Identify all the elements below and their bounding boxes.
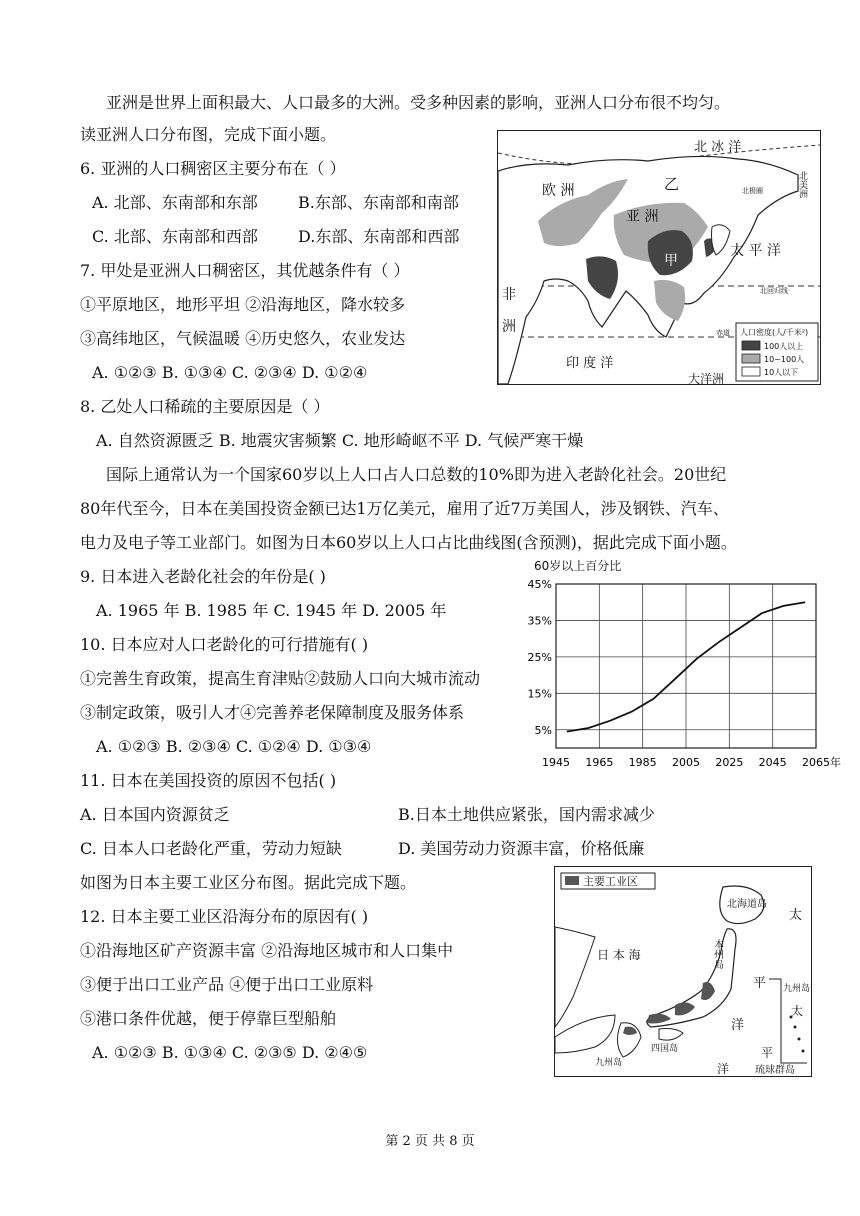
chart-ylabel: 60岁以上百分比	[534, 559, 622, 573]
legend-label-medium: 10~100人	[764, 355, 805, 364]
question-11-option-a: A. 日本国内资源贫乏	[80, 805, 230, 824]
y-tick-label: 15%	[527, 687, 552, 701]
legend-swatch-sparse	[742, 367, 760, 376]
question-12-options: A. ①②③ B. ①③④ C. ②③⑤ D. ②④⑤	[92, 1043, 368, 1062]
label-oceania: 大洋洲	[688, 372, 725, 384]
x-tick-label: 2065	[802, 756, 830, 769]
asia-population-map	[497, 130, 821, 385]
question-10-stem: 10. 日本应对人口老龄化的可行措施有( )	[80, 635, 369, 654]
label-africa-2: 洲	[502, 319, 516, 335]
question-6-option-b: B.东部、东南部和南部	[298, 193, 459, 212]
label-pacific-6: 洋	[717, 1062, 730, 1076]
question-11-option-d: D. 美国劳动力资源丰富，价格低廉	[398, 839, 645, 858]
question-12-items-1-2: ①沿海地区矿产资源丰富 ②沿海地区城市和人口集中	[80, 941, 454, 960]
y-tick-label: 35%	[527, 614, 552, 628]
label-pacific-1: 太	[789, 908, 803, 923]
legend-label-dense: 100人以上	[764, 342, 804, 351]
intro-line-2: 读亚洲人口分布图，完成下面小题。	[80, 125, 337, 144]
question-10-options: A. ①②③ B. ②③④ C. ①②④ D. ①③④	[96, 737, 372, 756]
question-6-option-d: D.东部、东南部和西部	[298, 227, 460, 246]
japan-industry-map	[554, 866, 812, 1077]
aging-chart-svg	[512, 556, 860, 780]
question-10-items-1-2: ①完善生育政策，提高生育津贴②鼓励人口向大城市流动	[80, 669, 481, 688]
legend-title: 人口密度(人/千米²)	[740, 328, 809, 337]
label-shikoku: 四国岛	[651, 1044, 679, 1054]
question-12-item-5: ⑤港口条件优越，便于停靠巨型船舶	[80, 1009, 337, 1028]
page-footer: 第 2 页 共 8 页	[385, 1134, 475, 1149]
question-11-option-b: B.日本土地供应紧张，国内需求减少	[398, 805, 655, 824]
question-8-options: A. 自然资源匮乏 B. 地震灾害频繁 C. 地形崎岖不平 D. 气候严寒干燥	[96, 431, 584, 450]
x-tick-label: 1945	[542, 756, 570, 769]
label-north-america: 北美洲	[797, 171, 807, 198]
question-6-option-c: C. 北部、东南部和西部	[92, 227, 258, 246]
label-asia: 亚 洲	[626, 209, 659, 225]
label-pacific-2: 平	[753, 976, 767, 991]
label-pacific-4: 太	[791, 1004, 804, 1018]
label-yi: 乙	[664, 175, 680, 193]
x-tick-label: 2025	[715, 756, 744, 769]
x-tick-label: 1965	[585, 756, 614, 769]
intro2-line-2: 80年代至今，日本在美国投资金额已达1万亿美元，雇用了近7万美国人，涉及钢铁、汽车、	[80, 499, 729, 518]
label-ryukyu: 琉球群岛	[755, 1065, 795, 1076]
chart-ticks	[528, 578, 841, 769]
question-8-stem: 8. 乙处人口稀疏的主要原因是（ ）	[80, 397, 330, 416]
label-tropic: 北回归线	[760, 287, 788, 295]
legend-label-sparse: 10人以下	[764, 368, 799, 377]
label-sea-of-japan: 日 本 海	[597, 948, 641, 962]
question-12-items-3-4: ③便于出口工业产品 ④便于出口工业原料	[80, 975, 374, 994]
x-tick-label: 2005	[672, 756, 700, 769]
label-pacific: 太 平 洋	[730, 243, 781, 259]
asian-mainland-coast	[555, 927, 595, 1027]
question-7-items-3-4: ③高纬地区，气候温暖 ④历史悠久，农业发达	[80, 329, 406, 348]
x-tick-label: 2045	[758, 756, 787, 769]
label-indian-ocean: 印 度 洋	[566, 356, 614, 371]
question-9-options: A. 1965 年 B. 1985 年 C. 1945 年 D. 2005 年	[96, 601, 447, 620]
asia-map-graphic	[498, 131, 820, 384]
question-10-items-3-4: ③制定政策，吸引人才④完善养老保障制度及服务体系	[80, 703, 465, 722]
intro2-line-3: 电力及电子等工业部门。如图为日本60岁以上人口占比曲线图(含预测)，据此完成下面小题。	[80, 533, 737, 552]
question-7-stem: 7. 甲处是亚洲人口稠密区，其优越条件有（ ）	[80, 261, 410, 280]
y-tick-label: 45%	[527, 578, 552, 591]
label-europe: 欧 洲	[542, 183, 575, 199]
intro3-line-1: 如图为日本主要工业区分布图。据此完成下题。	[80, 873, 417, 892]
label-equator: 赤道	[716, 329, 730, 337]
question-6-option-a: A. 北部、东南部和东部	[92, 193, 258, 212]
japan-legend-swatch	[565, 876, 579, 885]
honshu-island	[647, 929, 736, 1027]
label-honshu: 本州岛	[711, 939, 723, 969]
x-axis-unit: 年	[830, 756, 841, 769]
question-6-stem: 6. 亚洲的人口稠密区主要分布在（ ）	[80, 159, 346, 178]
label-arctic-circle: 北极圈	[742, 187, 763, 195]
legend-swatch-medium	[742, 354, 760, 363]
intro-line-1: 亚洲是世界上面积最大、人口最多的大洲。受多种因素的影响，亚洲人口分布很不均匀。	[106, 93, 731, 112]
shikoku-island	[659, 1029, 683, 1041]
x-tick-label: 1985	[628, 756, 657, 769]
question-9-stem: 9. 日本进入老龄化社会的年份是( )	[80, 567, 326, 586]
label-arctic-ocean: 北 冰 洋	[694, 140, 742, 155]
japan-legend-label: 主要工业区	[583, 875, 638, 888]
intro2-line-1: 国际上通常认为一个国家60岁以上人口占人口总数的10%即为进入老龄化社会。20世纪	[106, 465, 727, 484]
aging-line-chart	[512, 556, 860, 780]
y-tick-label: 5%	[534, 723, 552, 737]
question-7-items-1-2: ①平原地区，地形平坦 ②沿海地区，降水较多	[80, 295, 406, 314]
legend-swatch-dense	[742, 341, 760, 350]
label-pacific-3: 洋	[731, 1018, 745, 1033]
y-tick-label: 25%	[527, 650, 552, 664]
label-hokkaido: 北海道岛	[727, 899, 767, 910]
label-jia: 甲	[664, 253, 678, 269]
label-kyushu: 九州岛	[595, 1058, 623, 1068]
label-pacific-5: 平	[761, 1046, 774, 1060]
label-kyushu-inset: 九州岛	[783, 984, 811, 994]
korean-peninsula	[555, 1015, 615, 1053]
question-7-options: A. ①②③ B. ①③④ C. ②③④ D. ①②④	[92, 363, 368, 382]
question-11-option-c: C. 日本人口老龄化严重，劳动力短缺	[80, 839, 342, 858]
question-12-stem: 12. 日本主要工业区沿海分布的原因有( )	[80, 907, 369, 926]
question-11-stem: 11. 日本在美国投资的原因不包括( )	[80, 771, 337, 790]
japan-map-graphic	[555, 867, 811, 1076]
label-africa-1: 非	[502, 287, 516, 303]
